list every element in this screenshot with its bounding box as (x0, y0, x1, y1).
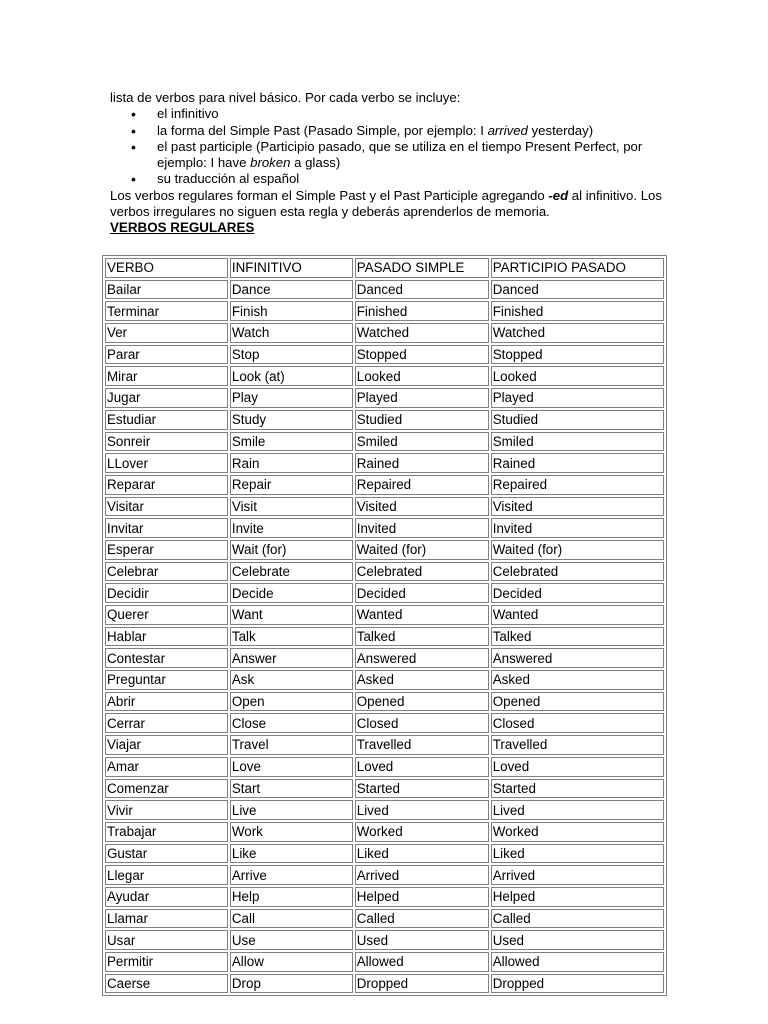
table-cell: Studied (355, 410, 489, 430)
bullet-list (110, 106, 666, 187)
table-cell: Waited (for) (491, 540, 664, 560)
table-cell: Wait (for) (230, 540, 353, 560)
table-cell: Asked (491, 670, 664, 690)
table-cell: Viajar (105, 735, 228, 755)
table-cell: Stop (230, 345, 353, 365)
table-row (105, 497, 664, 517)
table-cell: Sonreir (105, 432, 228, 452)
table-cell: Invite (230, 518, 353, 538)
table-cell: Used (355, 930, 489, 950)
table-cell: Ask (230, 670, 353, 690)
table-cell: Use (230, 930, 353, 950)
bullet-text: el infinitivo (157, 106, 219, 122)
table-cell: Start (230, 779, 353, 799)
table-cell: Like (230, 844, 353, 864)
intro-paragraph: lista de verbos para nivel básico. Por cada verbo se incluye: (110, 90, 461, 105)
bullet-example-word: arrived (487, 122, 528, 138)
table-cell: Caerse (105, 974, 228, 994)
table-cell: Rained (491, 453, 664, 473)
table-cell: Work (230, 822, 353, 842)
table-cell: Allowed (355, 952, 489, 972)
table-cell: Decided (491, 583, 664, 603)
table-row (105, 930, 664, 950)
table-row (105, 648, 664, 668)
table-row (105, 301, 664, 321)
table-cell: LLover (105, 453, 228, 473)
table-row (105, 540, 664, 560)
table-row (105, 692, 664, 712)
table-cell: Usar (105, 930, 228, 950)
table-cell: Repair (230, 475, 353, 495)
table-cell: Invitar (105, 518, 228, 538)
table-cell: Querer (105, 605, 228, 625)
bullet-text: la forma del Simple Past (Pasado Simple, por ejemplo: I (157, 122, 488, 138)
table-cell: Want (230, 605, 353, 625)
table-row (105, 757, 664, 777)
table-cell: Llegar (105, 865, 228, 885)
table-cell: Visit (230, 497, 353, 517)
table-cell: Studied (491, 410, 664, 430)
table-cell: Travelled (491, 735, 664, 755)
rule-paragraph (110, 188, 666, 221)
table-row (105, 974, 664, 994)
table-row (105, 345, 664, 365)
table-cell: Gustar (105, 844, 228, 864)
table-row (105, 865, 664, 885)
table-cell: Invited (355, 518, 489, 538)
bullet-text: a glass) (290, 155, 341, 171)
table-cell: Decide (230, 583, 353, 603)
table-cell: Ayudar (105, 887, 228, 907)
table-cell: Celebrar (105, 562, 228, 582)
table-cell: Smile (230, 432, 353, 452)
table-cell: Used (491, 930, 664, 950)
table-row (105, 605, 664, 625)
table-cell: Watched (355, 323, 489, 343)
table-row (105, 822, 664, 842)
table-cell: Amar (105, 757, 228, 777)
table-cell: Estudiar (105, 410, 228, 430)
table-cell: Llamar (105, 909, 228, 929)
table-row (105, 887, 664, 907)
table-cell: Finish (230, 301, 353, 321)
table-row (105, 388, 664, 408)
table-cell: Allowed (491, 952, 664, 972)
table-cell: Visitar (105, 497, 228, 517)
table-cell: Drop (230, 974, 353, 994)
table-row (105, 952, 664, 972)
table-cell: Loved (355, 757, 489, 777)
table-cell: Jugar (105, 388, 228, 408)
bullet-item (154, 171, 666, 187)
table-row (105, 432, 664, 452)
bullet-text: yesterday) (527, 122, 594, 138)
bullet-text: el past participle (Participio pasado, que se utiliza en el tiempo Present Perfect, por ejemplo: I have (157, 138, 643, 171)
table-row (105, 366, 664, 386)
table-cell: Dropped (491, 974, 664, 994)
table-cell: Close (230, 713, 353, 733)
table-cell: Open (230, 692, 353, 712)
table-cell: Waited (for) (355, 540, 489, 560)
header-cell: PASADO SIMPLE (355, 258, 489, 278)
table-row (105, 562, 664, 582)
table-cell: Talked (491, 627, 664, 647)
table-cell: Helped (355, 887, 489, 907)
table-cell: Asked (355, 670, 489, 690)
table-cell: Rain (230, 453, 353, 473)
table-cell: Lived (355, 800, 489, 820)
table-cell: Help (230, 887, 353, 907)
table-cell: Repaired (491, 475, 664, 495)
bullet-text: su traducción al español (157, 171, 300, 187)
table-cell: Stopped (355, 345, 489, 365)
table-cell: Esperar (105, 540, 228, 560)
table-cell: Reparar (105, 475, 228, 495)
table-cell: Ver (105, 323, 228, 343)
rule-text: al infinitivo. Los verbos irregulares no siguen esta regla y deberás aprenderlos de memoria. (110, 187, 662, 220)
table-row (105, 475, 664, 495)
table-row (105, 323, 664, 343)
table-cell: Look (at) (230, 366, 353, 386)
table-cell: Decided (355, 583, 489, 603)
table-row (105, 410, 664, 430)
table-cell: Call (230, 909, 353, 929)
table-cell: Closed (355, 713, 489, 733)
table-cell: Answer (230, 648, 353, 668)
table-cell: Allow (230, 952, 353, 972)
table-cell: Opened (355, 692, 489, 712)
table-cell: Smiled (355, 432, 489, 452)
table-row (105, 779, 664, 799)
table-cell: Closed (491, 713, 664, 733)
table-cell: Bailar (105, 280, 228, 300)
table-cell: Helped (491, 887, 664, 907)
table-cell: Celebrated (491, 562, 664, 582)
table-cell: Liked (491, 844, 664, 864)
table-cell: Looked (355, 366, 489, 386)
table-cell: Contestar (105, 648, 228, 668)
table-cell: Comenzar (105, 779, 228, 799)
table-cell: Talk (230, 627, 353, 647)
table-cell: Started (491, 779, 664, 799)
table-row (105, 800, 664, 820)
table-cell: Stopped (491, 345, 664, 365)
table-cell: Love (230, 757, 353, 777)
table-cell: Worked (355, 822, 489, 842)
table-cell: Talked (355, 627, 489, 647)
table-cell: Terminar (105, 301, 228, 321)
rule-suffix: -ed (548, 187, 569, 203)
regular-verbs-table (102, 255, 667, 996)
table-header-row (105, 258, 664, 278)
bullet-item (154, 139, 666, 172)
table-cell: Rained (355, 453, 489, 473)
table-cell: Decidir (105, 583, 228, 603)
table-cell: Answered (491, 648, 664, 668)
table-cell: Played (355, 388, 489, 408)
table-cell: Started (355, 779, 489, 799)
table-row (105, 735, 664, 755)
table-row (105, 670, 664, 690)
table-cell: Trabajar (105, 822, 228, 842)
table-cell: Called (491, 909, 664, 929)
table-cell: Opened (491, 692, 664, 712)
table-cell: Celebrate (230, 562, 353, 582)
table-cell: Wanted (355, 605, 489, 625)
bullet-item (154, 123, 666, 139)
table-cell: Vivir (105, 800, 228, 820)
table-cell: Watched (491, 323, 664, 343)
table-cell: Live (230, 800, 353, 820)
table-row (105, 518, 664, 538)
rule-text: Los verbos regulares forman el Simple Past y el Past Participle agregando (110, 187, 549, 203)
header-cell: VERBO (105, 258, 228, 278)
table-cell: Smiled (491, 432, 664, 452)
table-cell: Arrived (355, 865, 489, 885)
table-row (105, 453, 664, 473)
table-cell: Worked (491, 822, 664, 842)
table-cell: Hablar (105, 627, 228, 647)
table-cell: Looked (491, 366, 664, 386)
table-cell: Invited (491, 518, 664, 538)
table-cell: Finished (491, 301, 664, 321)
table-cell: Parar (105, 345, 228, 365)
table-cell: Lived (491, 800, 664, 820)
table-cell: Danced (355, 280, 489, 300)
table-cell: Travel (230, 735, 353, 755)
header-cell: INFINITIVO (230, 258, 353, 278)
table-cell: Arrive (230, 865, 353, 885)
table-cell: Celebrated (355, 562, 489, 582)
table-cell: Answered (355, 648, 489, 668)
table-cell: Permitir (105, 952, 228, 972)
table-row (105, 627, 664, 647)
table-cell: Called (355, 909, 489, 929)
table-cell: Arrived (491, 865, 664, 885)
table-cell: Dropped (355, 974, 489, 994)
table-cell: Abrir (105, 692, 228, 712)
table-cell: Watch (230, 323, 353, 343)
table-cell: Play (230, 388, 353, 408)
table-cell: Study (230, 410, 353, 430)
table-cell: Danced (491, 280, 664, 300)
table-cell: Preguntar (105, 670, 228, 690)
header-cell: PARTICIPIO PASADO (491, 258, 664, 278)
table-cell: Travelled (355, 735, 489, 755)
table-cell: Loved (491, 757, 664, 777)
table-cell: Visited (491, 497, 664, 517)
table-cell: Visited (355, 497, 489, 517)
table-row (105, 280, 664, 300)
table-row (105, 844, 664, 864)
table-cell: Finished (355, 301, 489, 321)
table-row (105, 909, 664, 929)
section-title: VERBOS REGULARES (110, 220, 255, 236)
table-cell: Dance (230, 280, 353, 300)
table-cell: Repaired (355, 475, 489, 495)
table-cell: Wanted (491, 605, 664, 625)
table-row (105, 583, 664, 603)
table-cell: Mirar (105, 366, 228, 386)
table-cell: Liked (355, 844, 489, 864)
document-body (110, 90, 666, 237)
table-body (105, 258, 664, 993)
table-row (105, 713, 664, 733)
bullet-example-word: broken (250, 155, 291, 171)
table-cell: Cerrar (105, 713, 228, 733)
table-cell: Played (491, 388, 664, 408)
bullet-item (154, 106, 666, 122)
